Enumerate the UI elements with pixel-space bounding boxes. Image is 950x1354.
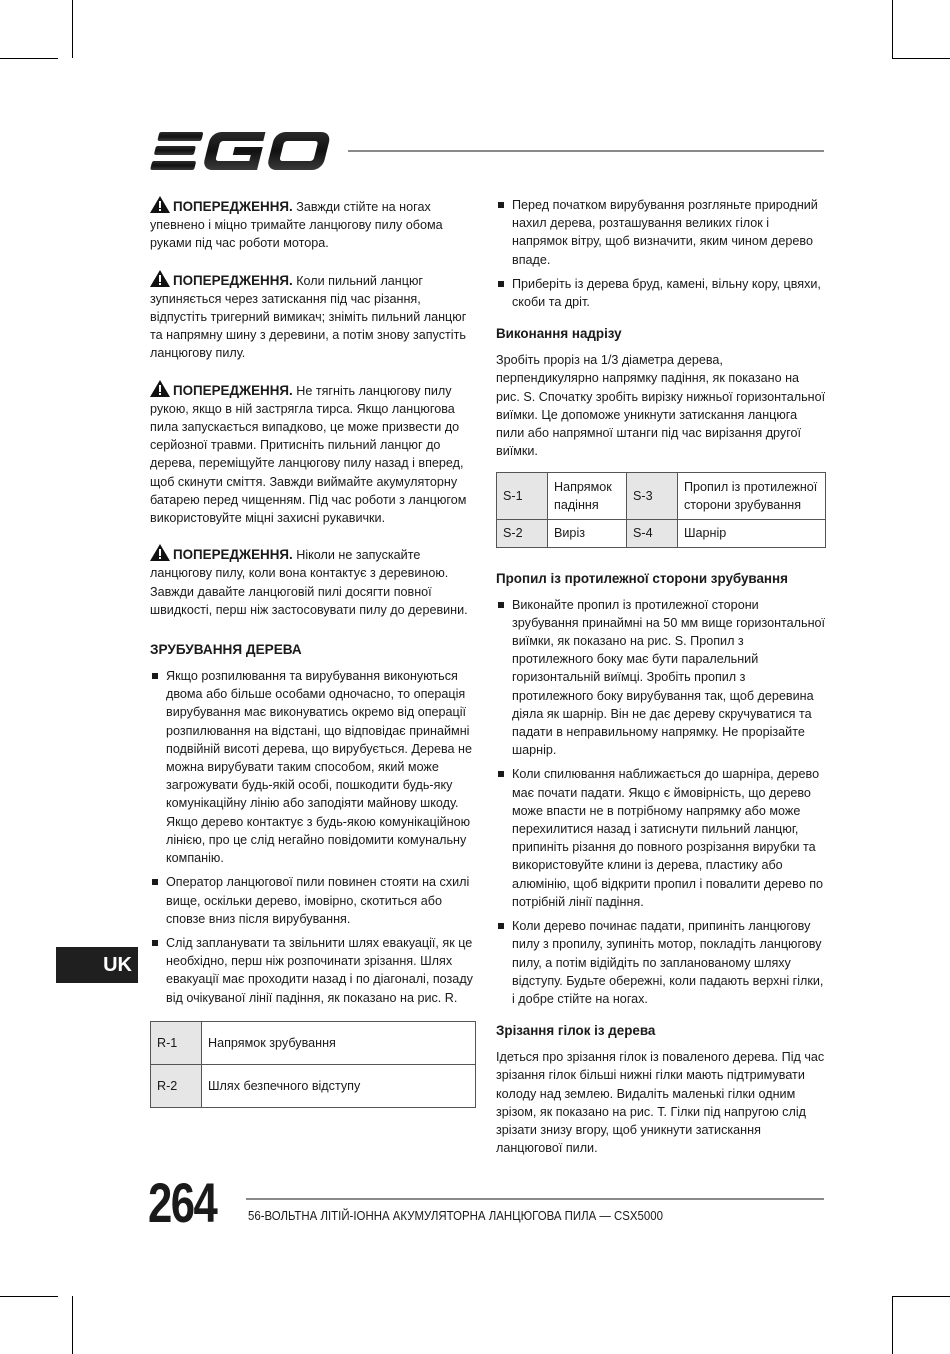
table-cell-code: S-1 [497, 473, 548, 520]
table-row [151, 1064, 476, 1107]
warning-1 [150, 196, 476, 253]
warning-text: Коли пильний ланцюг зупиняється через затискання під час різання, відпустіть тригерний вимикач; зніміть пильний ланцюг та напрямну шину з деревини, а потім знову запустіть ланцюгову пилу. [150, 273, 467, 361]
table-cell-label: Шлях безпечного відступу [202, 1064, 476, 1107]
warning-text: Завжди стійте на ногах упевнено і міцно тримайте ланцюгову пилу обома руками під час роботи мотора. [150, 200, 443, 251]
figure-r-legend-table [150, 1021, 476, 1108]
page-number: 264 [148, 1171, 217, 1234]
warning-3 [150, 380, 476, 528]
table-cell-code: S-3 [627, 473, 678, 520]
list-item: Перед початком вирубування розгляньте природний нахил дерева, розташування великих гілок і напрямок вітру, щоб визначити, яким чином дерево впаде. [496, 196, 826, 269]
table-row [497, 520, 826, 547]
list-item: Якщо розпилювання та вирубування виконуються двома або більше особами одночасно, то операція вирубування має виконуватись окремо від операції розпилювання на відстані, що відповідає принаймні подвійній висоті дерева, що вирубується. Дерева не можна вирубувати таким способом, який може загрожувати будь-якій особі, пошкодити будь-яку комунікаційну лінію або заподіяти майнову шкоду. Якщо дерево контактує з будь-якою комунікаційною лінією, про це слід негайно повідомити комунальну компанію. [150, 667, 476, 867]
warning-triangle-icon [150, 196, 170, 213]
table-cell-code: S-2 [497, 520, 548, 547]
table-cell-label: Пропил із протилежної сторони зрубування [678, 473, 826, 520]
list-item: Коли спилювання наближається до шарніра, дерево має почати падати. Якщо є ймовірність, що дерево може впасти не в потрібному напрямку або може перехилитися назад і затиснути пильний ланцюг, припиніть різання до повного розрізання вирубки та використовуйте клини із дерева, пластику або алюмінію, щоб відкрити пропил і повалити дерево по потрібній лінії падіння. [496, 765, 826, 911]
crop-mark [892, 1296, 950, 1297]
crop-mark [892, 0, 893, 58]
crop-mark [892, 58, 950, 59]
notch-paragraph: Зробіть проріз на 1/3 діаметра дерева, перпендикулярно напрямку падіння, як показано на рис. S. Спочатку зробіть вирізку нижньої горизонтальної виїмки. Це допоможе уникнути затискання ланцюга пили або напрямної штанги під час вирізання другої виїмки. [496, 353, 826, 459]
warning-triangle-icon [150, 544, 170, 561]
warning-text: Не тягніть ланцюгову пилу рукою, якщо в ній застрягла тирса. Якщо ланцюгова пила запускається випадково, це може призвести до серйозної травми. Притисніть пильний ланцюг до дерева, переміщуйте ланцюгову пилу назад і вперед, щоб скинути сміття. Завжди виймайте акумуляторну батарею перед чищенням. Під час роботи з ланцюгом використовуйте міцні захисні рукавички. [150, 383, 467, 526]
language-tab: UK [56, 947, 138, 983]
warning-4 [150, 544, 476, 619]
list-item: Виконайте пропил із протилежної сторони зрубування принаймні на 50 мм вище горизонтальної виїмки, як показано на рис. S. Пропил з протилежного боку має бути паралельний горизонтальній виїмці. Зробіть пропил з протилежного боку вирубування так, щоб деревина діяла як шарнір. Він не дає дереву скручуватися та падати в неправильному напрямку. Не прорізайте шарнір. [496, 596, 826, 760]
list-item: Приберіть із дерева бруд, камені, вільну кору, цвяхи, скоби та дріт. [496, 275, 826, 311]
right-column [496, 196, 826, 1157]
list-item: Оператор ланцюгової пили повинен стояти на схилі вище, оскільки дерево, імовірно, скотиться або сповзе вниз після вирубування. [150, 873, 476, 928]
table-cell-label: Шарнір [678, 520, 826, 547]
pre-felling-bullet-list [496, 196, 826, 311]
warning-title: ПОПЕРЕДЖЕННЯ. [173, 382, 293, 398]
warning-text: Ніколи не запускайте ланцюгову пилу, коли вона контактує з деревиною. Завжди давайте ланцюговій пилі досягти повної швидкості, перш ніж застосовувати пилу до деревини. [150, 548, 468, 617]
crop-mark [0, 58, 58, 59]
crop-mark [72, 1296, 73, 1354]
section-heading-notch: Виконання надрізу [496, 326, 622, 342]
footer-rule [246, 1198, 824, 1200]
section-heading-felling: ЗРУБУВАННЯ ДЕРЕВА [150, 642, 302, 658]
warning-title: ПОПЕРЕДЖЕННЯ. [173, 547, 293, 563]
warning-triangle-icon [150, 380, 170, 397]
section-heading-limbing: Зрізання гілок із дерева [496, 1023, 656, 1039]
table-cell-code: R-1 [151, 1021, 202, 1064]
warning-triangle-icon [150, 270, 170, 287]
table-cell-code: S-4 [627, 520, 678, 547]
crop-mark [0, 1296, 58, 1297]
table-cell-label: Виріз [548, 520, 627, 547]
table-row [497, 473, 826, 520]
table-cell-label: Напрямок зрубування [202, 1021, 476, 1064]
figure-s-legend-table [496, 472, 826, 547]
list-item: Слід запланувати та звільнити шлях евакуації, як це необхідно, перш ніж розпочинати зрізання. Шлях евакуації має проходити назад і по діагоналі, позаду від очікуваної лінії падіння, як показано на рис. R. [150, 934, 476, 1007]
crop-mark [892, 1296, 893, 1354]
warning-title: ПОПЕРЕДЖЕННЯ. [173, 199, 293, 214]
table-row [151, 1021, 476, 1064]
list-item: Коли дерево починає падати, припиніть ланцюгову пилу з пропилу, зупиніть мотор, покладіть ланцюгову пилу, а потім відійдіть по запланованому шляху відступу. Будьте обережні, коли падають верхні гілки, і добре стійте на ногах. [496, 917, 826, 1008]
header-rule [348, 150, 824, 152]
footer-title: 56-ВОЛЬТНА ЛІТІЙ-ІОННА АКУМУЛЯТОРНА ЛАНЦЮГОВА ПИЛА — CSX5000 [248, 1208, 664, 1223]
table-cell-label: Напрямок падіння [548, 473, 627, 520]
warning-title: ПОПЕРЕДЖЕННЯ. [173, 272, 293, 288]
table-cell-code: R-2 [151, 1064, 202, 1107]
section-heading-backcut: Пропил із протилежної сторони зрубування [496, 570, 788, 586]
left-column [150, 196, 476, 1108]
felling-bullet-list [150, 667, 476, 1007]
limbing-paragraph: Ідеться про зрізання гілок із поваленого дерева. Під час зрізання гілок більші нижні гілки мають підтримувати колоду над землею. Видаліть маленькі гілки одним зрізом, як показано на рис. T. Гілки під напругою слід зрізати знизу вгору, щоб уникнути затискання ланцюгової пили. [496, 1050, 825, 1156]
crop-mark [72, 0, 73, 58]
ego-logo [150, 130, 332, 172]
warning-2 [150, 270, 476, 363]
backcut-bullet-list [496, 596, 826, 1008]
